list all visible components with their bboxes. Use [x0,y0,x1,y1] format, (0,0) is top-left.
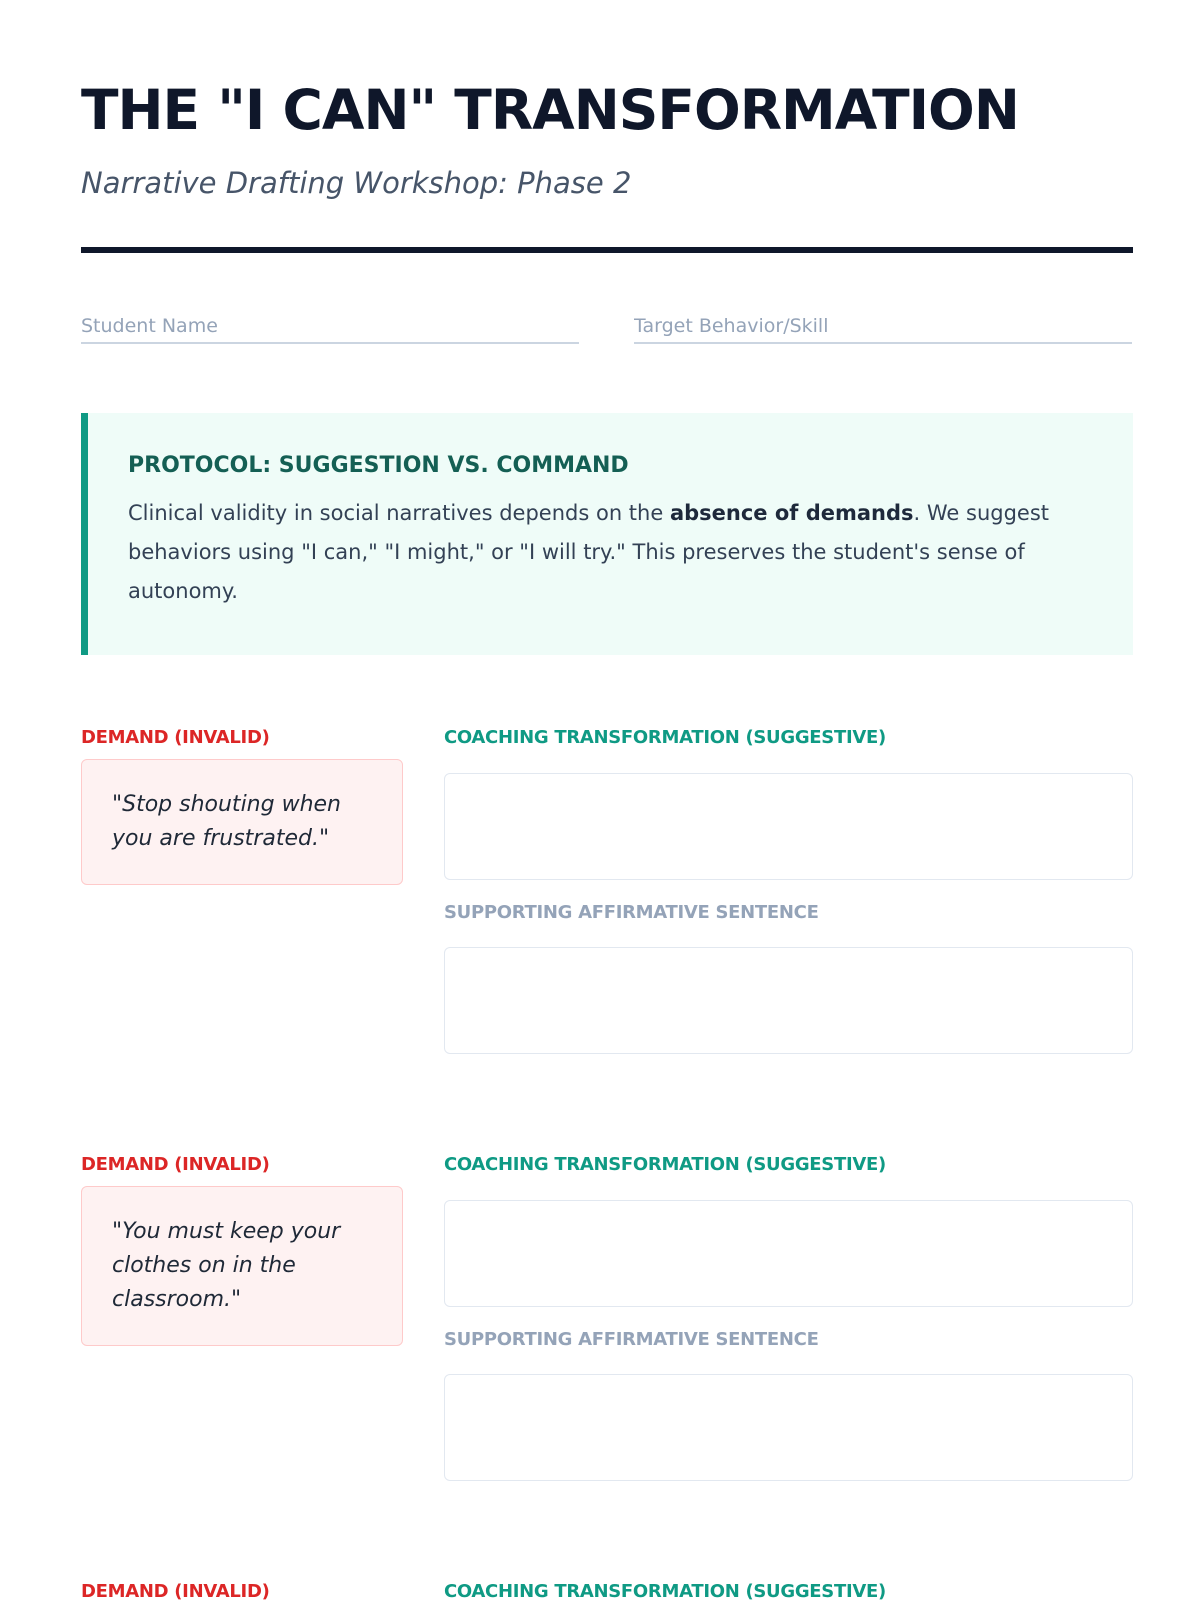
coaching-transformation-input[interactable] [444,1200,1133,1307]
protocol-callout [81,413,1133,655]
demand-label: DEMAND (INVALID) [81,727,270,748]
protocol-body-text-end: . We suggest behaviors using "I can," "I might," or "I will try." This preserves the student's sense of autonomy. [128,501,1050,603]
protocol-body-text: Clinical validity in social narratives depends on the [128,501,670,525]
protocol-title: PROTOCOL: SUGGESTION VS. COMMAND [128,453,629,478]
coaching-label: COACHING TRANSFORMATION (SUGGESTIVE) [444,727,886,748]
student-name-input[interactable] [81,296,579,344]
coaching-transformation-input[interactable] [444,773,1133,880]
demand-label: DEMAND (INVALID) [81,1581,270,1602]
target-behavior-input[interactable] [634,296,1132,344]
coaching-label: COACHING TRANSFORMATION (SUGGESTIVE) [444,1154,886,1175]
supporting-sentence-input[interactable] [444,947,1133,1054]
supporting-label: SUPPORTING AFFIRMATIVE SENTENCE [444,902,819,923]
demand-statement: "You must keep your clothes on in the classroom." [81,1186,403,1346]
supporting-sentence-input[interactable] [444,1374,1133,1481]
protocol-body [128,494,1093,611]
coaching-label: COACHING TRANSFORMATION (SUGGESTIVE) [444,1581,886,1602]
demand-label: DEMAND (INVALID) [81,1154,270,1175]
protocol-body-emphasis: absence of demands [669,501,914,525]
page-subtitle: Narrative Drafting Workshop: Phase 2 [81,166,632,200]
supporting-label: SUPPORTING AFFIRMATIVE SENTENCE [444,1329,819,1350]
demand-statement: "Stop shouting when you are frustrated." [81,759,403,885]
page-title: THE "I CAN" TRANSFORMATION [81,78,1019,142]
header-divider [81,247,1133,253]
